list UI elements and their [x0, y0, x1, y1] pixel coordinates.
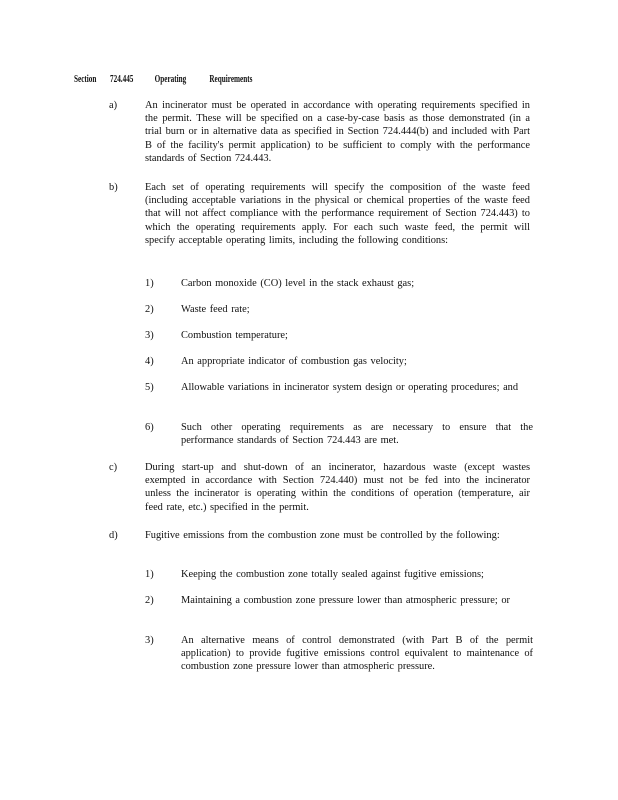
item-d-text: Fugitive emissions from the combustion zone must be controlled by the following:	[145, 530, 500, 541]
item-c-label: c)	[109, 462, 118, 473]
item-d-label: d)	[109, 530, 118, 541]
section-title-word-2: Requirements	[209, 74, 253, 85]
item-d3-label: 3)	[145, 635, 154, 646]
item-b-label: b)	[109, 182, 118, 193]
item-d1-label: 1)	[145, 569, 154, 580]
item-b1-text: Carbon monoxide (CO) level in the stack exhaust gas;	[181, 278, 415, 289]
item-d1-text: Keeping the combustion zone totally sealed against fugitive emissions;	[181, 569, 484, 580]
item-b4-text: An appropriate indicator of combustion gas velocity;	[181, 356, 407, 367]
item-a-text: An incinerator must be operated in accordance with operating requirements specified in the permit. These will be specified on a case-by-case basis as those demonstrated (in a trial burn or in alternative data as specified in Section 724.444(b) and included with Part B of the facility's permit application) to be sufficient to comply with the performance standards of Section 724.443.	[145, 100, 530, 164]
item-b5-label: 5)	[145, 382, 154, 393]
item-a-label: a)	[109, 100, 118, 111]
item-d2-label: 2)	[145, 595, 154, 606]
section-number: 724.445	[110, 74, 134, 85]
item-b3-text: Combustion temperature;	[181, 330, 288, 341]
item-d3-text: An alternative means of control demonstrated (with Part B of the permit application) to provide fugitive emissions control equivalent to maintenance of combustion zone pressure lower than atmospheric pressure.	[181, 635, 533, 673]
item-b4-label: 4)	[145, 356, 154, 367]
item-b3-label: 3)	[145, 330, 154, 341]
item-b6-text: Such other operating requirements as are necessary to ensure that the performance standards of Section 724.443 are met.	[181, 422, 533, 447]
item-d2-text: Maintaining a combustion zone pressure lower than atmospheric pressure; or	[181, 595, 510, 606]
item-b5-text: Allowable variations in incinerator system design or operating procedures; and	[181, 382, 519, 393]
section-heading	[74, 74, 405, 85]
item-b2-label: 2)	[145, 304, 154, 315]
item-b2-text: Waste feed rate;	[181, 304, 250, 315]
item-b-text: Each set of operating requirements will specify the composition of the waste feed (including acceptable variations in the physical or chemical properties of the waste feed that will not affect compliance with the performance requirement of Section 724.443) to which the operating requirements apply. For each such waste feed, the permit will specify acceptable operating limits, including the following conditions:	[145, 182, 530, 246]
section-title-word-1: Operating	[154, 74, 187, 85]
item-b6-label: 6)	[145, 422, 154, 433]
item-c-text: During start-up and shut-down of an incinerator, hazardous waste (except wastes exempted in accordance with Section 724.440) must not be fed into the incinerator unless the incinerator is operating within the conditions of operation (temperature, air feed rate, etc.) specified in the permit.	[145, 462, 530, 513]
item-b1-label: 1)	[145, 278, 154, 289]
section-label: Section	[74, 74, 97, 85]
